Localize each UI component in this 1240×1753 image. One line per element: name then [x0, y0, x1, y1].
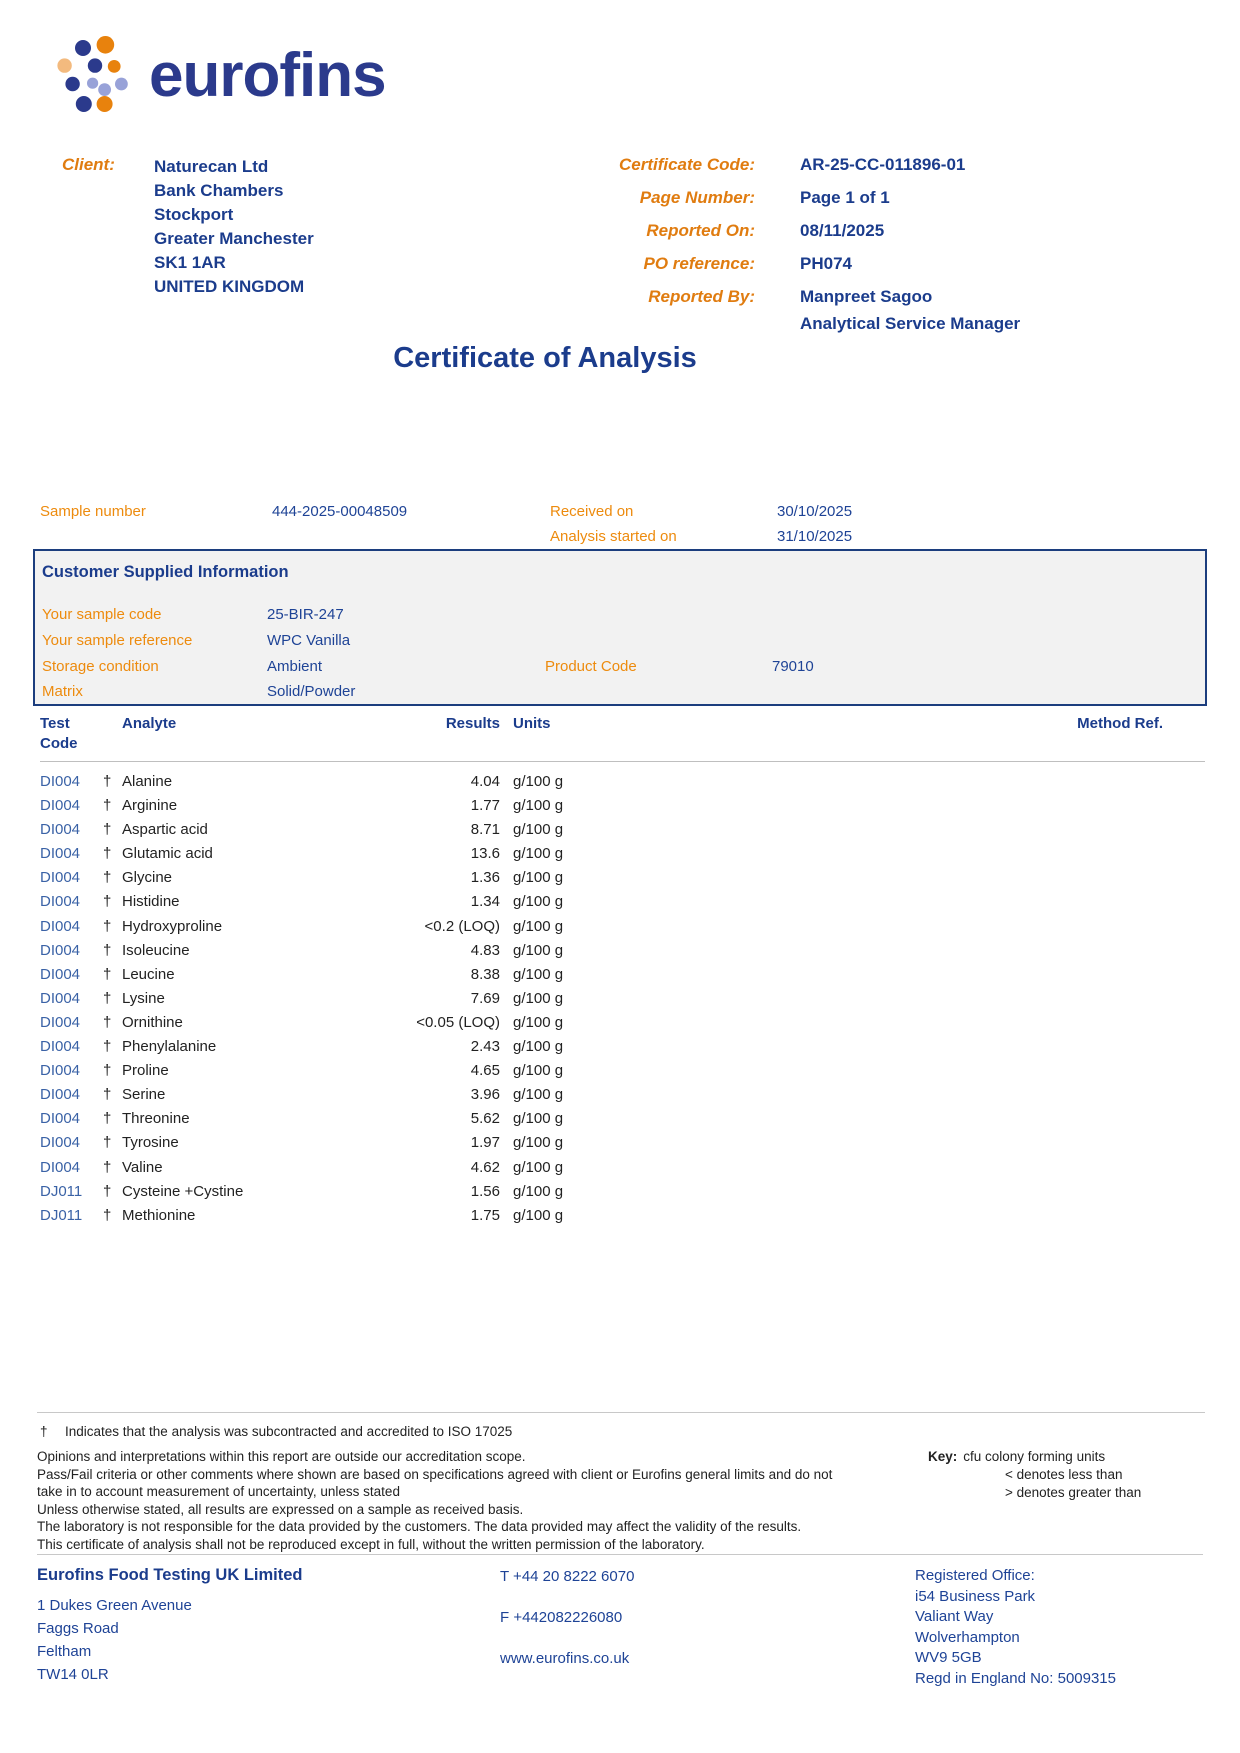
- client-address-line: UNITED KINGDOM: [154, 277, 305, 296]
- header-results: Results: [445, 715, 500, 732]
- key-cfu-text: cfu colony forming units: [963, 1449, 1106, 1464]
- analysis-started-value: 31/10/2025: [777, 528, 853, 545]
- cell-test-code: DI004: [40, 797, 81, 815]
- sample-reference-value: WPC Vanilla: [267, 631, 351, 649]
- cell-analyte: Lysine: [122, 989, 165, 1007]
- cell-result: 8.38: [470, 965, 500, 983]
- cell-result: 1.34: [470, 893, 500, 911]
- footer-address-line: Feltham: [37, 1643, 92, 1660]
- header-method-ref: Method Ref.: [1077, 715, 1163, 732]
- cell-result: <0.2 (LOQ): [424, 917, 500, 935]
- meta-row-reported-on: [540, 221, 1140, 254]
- product-code-value: 79010: [772, 657, 814, 675]
- cell-units: g/100 g: [513, 1062, 564, 1080]
- cell-test-code: DI004: [40, 893, 81, 911]
- cell-result: 5.62: [470, 1110, 500, 1128]
- cell-result: 8.71: [470, 821, 500, 839]
- page-title: Certificate of Analysis: [393, 342, 697, 374]
- sample-row: [40, 499, 1205, 524]
- table-row: [40, 893, 1205, 917]
- client-address-line: Bank Chambers: [154, 181, 284, 200]
- cell-dagger: †: [103, 1013, 112, 1031]
- table-row: [40, 1134, 1205, 1158]
- sample-block: [40, 499, 1205, 549]
- cell-test-code: DI004: [40, 773, 81, 790]
- cell-test-code: DI004: [40, 869, 81, 887]
- table-row: [40, 1038, 1205, 1062]
- cell-test-code: DI004: [40, 1086, 81, 1104]
- cell-test-code: DJ011: [40, 1182, 83, 1200]
- cell-dagger: †: [103, 893, 112, 911]
- footer-divider: [37, 1554, 1203, 1555]
- cell-dagger: †: [103, 1158, 112, 1176]
- cell-result: 1.97: [470, 1134, 500, 1152]
- cell-units: g/100 g: [513, 773, 564, 790]
- cell-dagger: †: [103, 821, 112, 839]
- cell-result: 4.62: [470, 1158, 500, 1176]
- footer-contact-line: F +442082226080: [500, 1609, 623, 1626]
- cell-dagger: †: [103, 1086, 112, 1104]
- reported-by-value: Manpreet Sagoo: [800, 287, 933, 306]
- footer-address-line: 1 Dukes Green Avenue: [37, 1597, 192, 1614]
- disclaimer-line: Opinions and interpretations within this report are outside our accreditation scope.: [37, 1449, 526, 1464]
- footer-registered-line: Wolverhampton: [915, 1628, 1020, 1646]
- dagger-symbol: †: [40, 1424, 48, 1439]
- header-analyte: Analyte: [122, 715, 177, 732]
- cell-units: g/100 g: [513, 1013, 564, 1031]
- table-row: [40, 845, 1205, 869]
- footer-registered-line: Regd in England No: 5009315: [915, 1669, 1116, 1687]
- cell-result: 4.04: [470, 773, 500, 790]
- cell-units: g/100 g: [513, 845, 564, 863]
- customer-info-row: [42, 679, 1205, 705]
- cell-analyte: Threonine: [122, 1110, 190, 1128]
- disclaimer-line: Unless otherwise stated, all results are expressed on a sample as received basis.: [37, 1501, 524, 1517]
- cell-units: g/100 g: [513, 797, 564, 815]
- dagger-note: [37, 1424, 1205, 1439]
- certificate-code-value: AR-25-CC-011896-01: [800, 155, 966, 174]
- sample-number-value: 444-2025-00048509: [272, 503, 408, 520]
- cell-result: 1.77: [470, 797, 500, 815]
- cell-test-code: DI004: [40, 1134, 81, 1152]
- reported-on-value: 08/11/2025: [800, 221, 885, 240]
- cell-analyte: Hydroxyproline: [122, 917, 223, 935]
- eurofins-logo-text: eurofins: [149, 41, 386, 110]
- storage-condition-value: Ambient: [267, 657, 323, 675]
- client-address: [154, 155, 314, 299]
- disclaimer-line: The laboratory is not responsible for the data provided by the customers. The data provided may affect the validity of the results.: [37, 1519, 802, 1535]
- cell-analyte: Histidine: [122, 893, 180, 911]
- cell-result: 1.36: [470, 869, 500, 887]
- client-address-line: Greater Manchester: [154, 229, 314, 248]
- cell-analyte: Ornithine: [122, 1013, 183, 1031]
- table-row: [40, 821, 1205, 845]
- cell-dagger: †: [103, 917, 112, 935]
- cell-analyte: Alanine: [122, 773, 173, 790]
- cell-test-code: DI004: [40, 1110, 81, 1128]
- notes-divider: [37, 1412, 1205, 1413]
- cell-dagger: †: [103, 1134, 112, 1152]
- cell-dagger: †: [103, 989, 112, 1007]
- cell-units: g/100 g: [513, 821, 564, 839]
- table-row: [40, 869, 1205, 893]
- cell-analyte: Tyrosine: [122, 1134, 179, 1152]
- eurofins-logo: [55, 36, 386, 116]
- cell-dagger: †: [103, 1038, 112, 1056]
- received-on-value: 30/10/2025: [777, 503, 853, 520]
- reported-on-label: Reported On:: [646, 221, 755, 240]
- key-block: [928, 1448, 1141, 1502]
- cell-units: g/100 g: [513, 1206, 564, 1224]
- cell-units: g/100 g: [513, 1038, 564, 1056]
- footer-registered-office: [915, 1566, 1116, 1689]
- certificate-code-label: Certificate Code:: [618, 155, 755, 174]
- storage-condition-label: Storage condition: [42, 657, 159, 675]
- cell-units: g/100 g: [513, 917, 564, 935]
- key-line: [928, 1448, 1141, 1466]
- client-address-line: Stockport: [154, 205, 234, 224]
- cell-test-code: DI004: [40, 821, 81, 839]
- client-label: Client:: [62, 155, 115, 174]
- footer-registered-line: i54 Business Park: [915, 1587, 1036, 1605]
- cell-analyte: Valine: [122, 1158, 163, 1176]
- cell-test-code: DI004: [40, 1158, 81, 1176]
- customer-info-title: Customer Supplied Information: [42, 563, 289, 581]
- client-address-line: SK1 1AR: [154, 253, 226, 272]
- cell-units: g/100 g: [513, 965, 564, 983]
- cell-result: <0.05 (LOQ): [416, 1013, 500, 1031]
- cell-analyte: Arginine: [122, 797, 178, 815]
- table-row: [40, 990, 1205, 1014]
- cell-result: 13.6: [470, 845, 500, 863]
- cell-units: g/100 g: [513, 1134, 564, 1152]
- cell-dagger: †: [103, 869, 112, 887]
- footer-company-name: Eurofins Food Testing UK Limited: [37, 1566, 303, 1584]
- cell-dagger: †: [103, 941, 112, 959]
- analysis-started-label: Analysis started on: [550, 528, 677, 545]
- meta-row-certificate-code: [540, 155, 1140, 188]
- footer-contact-line: T +44 20 8222 6070: [500, 1568, 635, 1585]
- table-row: [40, 1207, 1205, 1231]
- results-table-header: [40, 714, 1205, 754]
- sample-reference-label: Your sample reference: [42, 631, 193, 649]
- cell-analyte: Leucine: [122, 965, 175, 983]
- cell-dagger: †: [103, 797, 112, 815]
- matrix-value: Solid/Powder: [267, 683, 356, 701]
- disclaimer-line: take in to account measurement of uncertainty, unless stated: [37, 1484, 400, 1500]
- cell-result: 4.83: [470, 941, 500, 959]
- cell-units: g/100 g: [513, 1182, 564, 1200]
- cell-result: 1.75: [470, 1206, 500, 1224]
- cell-test-code: DI004: [40, 1062, 81, 1080]
- client-block: [62, 155, 314, 299]
- cell-analyte: Proline: [122, 1062, 169, 1080]
- header-test-code: Test Code: [40, 715, 78, 752]
- cell-analyte: Aspartic acid: [122, 821, 208, 839]
- cell-test-code: DI004: [40, 1013, 81, 1031]
- customer-info-row: [42, 628, 1205, 654]
- cell-dagger: †: [103, 773, 112, 790]
- page-number-value: Page 1 of 1: [800, 188, 890, 207]
- dagger-note-text: Indicates that the analysis was subcontracted and accredited to ISO 17025: [65, 1424, 513, 1439]
- reported-by-label: Reported By:: [648, 287, 755, 306]
- cell-analyte: Glutamic acid: [122, 845, 213, 863]
- po-reference-value: PH074: [800, 254, 852, 273]
- cell-analyte: Cysteine +Cystine: [122, 1182, 244, 1200]
- results-table-body: [40, 773, 1205, 1231]
- cell-dagger: †: [103, 1182, 112, 1200]
- po-reference-label: PO reference:: [643, 254, 755, 273]
- table-row: [40, 918, 1205, 942]
- cell-test-code: DI004: [40, 989, 81, 1007]
- disclaimer-line: Pass/Fail criteria or other comments where shown are based on specifications agreed with client or Eurofins general limits and do not: [37, 1466, 833, 1482]
- cell-test-code: DJ011: [40, 1206, 83, 1224]
- table-header-divider: [40, 761, 1205, 762]
- eurofins-molecule-icon: [55, 36, 135, 116]
- customer-info-row: [42, 654, 1205, 680]
- footer-company-address: [37, 1566, 303, 1686]
- cell-result: 3.96: [470, 1086, 500, 1104]
- cell-units: g/100 g: [513, 869, 564, 887]
- received-on-label: Received on: [550, 503, 634, 520]
- meta-row-page-number: [540, 188, 1140, 221]
- cell-units: g/100 g: [513, 989, 564, 1007]
- table-row: [40, 1159, 1205, 1183]
- footer-registered-line: Valiant Way: [915, 1608, 994, 1625]
- table-row: [40, 966, 1205, 990]
- cell-analyte: Glycine: [122, 869, 173, 887]
- footer-address-lines: [37, 1594, 303, 1686]
- footer-registered-line: WV9 5GB: [915, 1649, 982, 1666]
- sample-code-value: 25-BIR-247: [267, 606, 344, 623]
- key-label: Key:: [928, 1449, 958, 1464]
- certificate-meta-block: [540, 155, 1140, 334]
- cell-result: 7.69: [470, 989, 500, 1007]
- cell-result: 1.56: [470, 1182, 500, 1200]
- cell-test-code: DI004: [40, 941, 81, 959]
- reported-by-title: Analytical Service Manager: [800, 314, 1021, 333]
- meta-row-po-reference: [540, 254, 1140, 287]
- cell-units: g/100 g: [513, 1110, 564, 1128]
- client-address-line: Naturecan Ltd: [154, 157, 269, 176]
- footer-contact-line: www.eurofins.co.uk: [500, 1650, 630, 1667]
- cell-dagger: †: [103, 1110, 112, 1128]
- table-row: [40, 1014, 1205, 1038]
- cell-test-code: DI004: [40, 917, 81, 935]
- results-table: [40, 714, 1205, 1231]
- cell-result: 2.43: [470, 1038, 500, 1056]
- key-indented-line: < denotes less than: [1005, 1467, 1123, 1482]
- cell-dagger: †: [103, 965, 112, 983]
- cell-analyte: Methionine: [122, 1206, 196, 1224]
- product-code-label: Product Code: [545, 657, 637, 675]
- footer-address-line: Faggs Road: [37, 1620, 119, 1637]
- table-row: [40, 1062, 1205, 1086]
- cell-analyte: Phenylalanine: [122, 1038, 217, 1056]
- customer-supplied-info-box: [33, 549, 1207, 706]
- table-row: [40, 773, 1205, 797]
- header-units: Units: [513, 715, 551, 732]
- cell-test-code: DI004: [40, 845, 81, 863]
- cell-result: 4.65: [470, 1062, 500, 1080]
- sample-number-label: Sample number: [40, 503, 146, 520]
- cell-units: g/100 g: [513, 941, 564, 959]
- cell-units: g/100 g: [513, 893, 564, 911]
- cell-dagger: †: [103, 1062, 112, 1080]
- customer-info-row: [42, 602, 1205, 628]
- cell-units: g/100 g: [513, 1086, 564, 1104]
- sample-row: [40, 524, 1205, 549]
- table-row: [40, 1110, 1205, 1134]
- cell-analyte: Serine: [122, 1086, 166, 1104]
- matrix-label: Matrix: [42, 683, 83, 701]
- disclaimer-line: This certificate of analysis shall not be reproduced except in full, without the written permission of the laboratory.: [37, 1536, 705, 1552]
- sample-code-label: Your sample code: [42, 606, 162, 623]
- cell-dagger: †: [103, 845, 112, 863]
- table-row: [40, 797, 1205, 821]
- table-row: [40, 942, 1205, 966]
- footer-contact: [500, 1568, 634, 1691]
- table-row: [40, 1086, 1205, 1110]
- cell-dagger: †: [103, 1206, 112, 1224]
- page-number-label: Page Number:: [639, 188, 755, 207]
- key-indented-line: > denotes greater than: [1005, 1485, 1142, 1500]
- footer-address-line: TW14 0LR: [37, 1666, 109, 1683]
- cell-units: g/100 g: [513, 1158, 564, 1176]
- cell-analyte: Isoleucine: [122, 941, 190, 959]
- footer-registered-line: Registered Office:: [915, 1567, 1035, 1584]
- cell-test-code: DI004: [40, 965, 81, 983]
- table-row: [40, 1183, 1205, 1207]
- cell-test-code: DI004: [40, 1038, 81, 1056]
